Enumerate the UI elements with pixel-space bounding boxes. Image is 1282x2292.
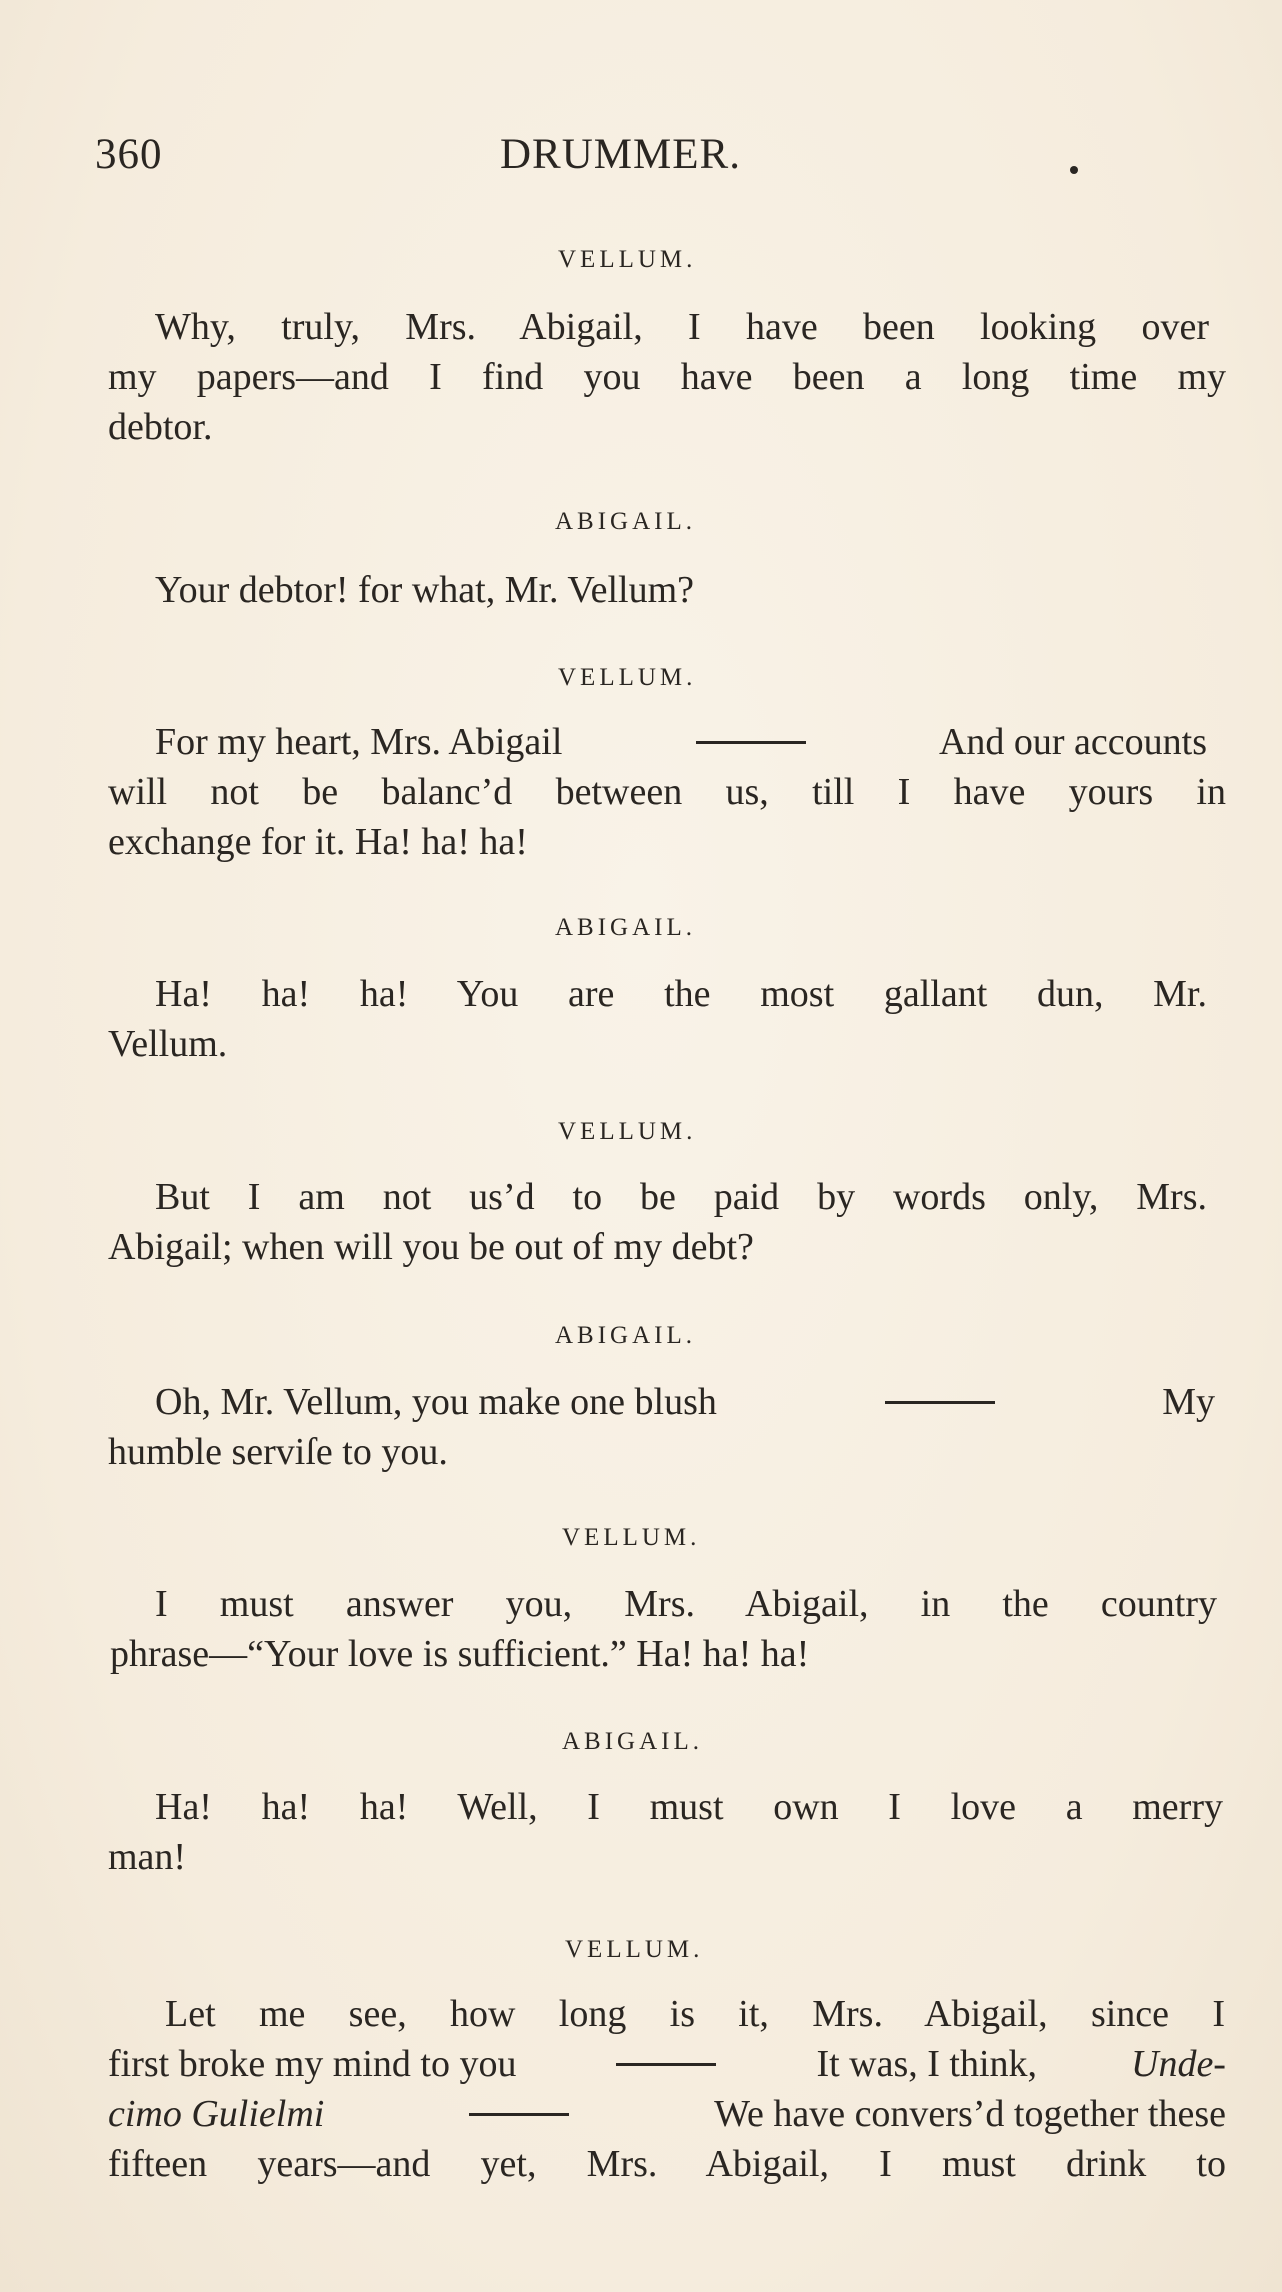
dialogue-line: exchange for it. Ha! ha! ha!: [108, 821, 528, 863]
dialogue-line: Your debtor! for what, Mr. Vellum?: [155, 569, 694, 611]
speaker-name: ABIGAIL.: [562, 1728, 704, 1755]
dialogue-fragment: My: [1162, 1381, 1215, 1423]
dialogue-line: [108, 2040, 1226, 2088]
latin-fragment: cimo Gulielmi: [108, 2093, 325, 2135]
dialogue-fragment: And our accounts: [938, 721, 1207, 763]
em-dash-rule: [469, 2113, 569, 2116]
dialogue-line: debtor.: [108, 406, 213, 448]
dialogue-fragment: For my heart, Mrs. Abigail: [155, 721, 563, 763]
dialogue-line: my papers—and I find you have been a long time my: [108, 356, 1226, 398]
dialogue-line: Abigail; when will you be out of my debt?: [108, 1226, 754, 1268]
dialogue-line: Ha! ha! ha! Well, I must own I love a merry: [155, 1786, 1223, 1828]
latin-fragment: Unde-: [1131, 2043, 1226, 2085]
running-head: DRUMMER.: [500, 131, 741, 178]
page-header: [95, 130, 1195, 190]
dialogue-line: Let me see, how long is it, Mrs. Abigail, since I: [165, 1993, 1225, 2035]
dialogue-fragment: We have convers’d together these: [714, 2093, 1226, 2135]
page-number: 360: [95, 131, 163, 178]
dialogue-line: [108, 2090, 1226, 2138]
ornament-dot: [1070, 166, 1078, 174]
dialogue-line: [155, 718, 1207, 766]
dialogue-line: But I am not us’d to be paid by words only, Mrs.: [155, 1176, 1207, 1218]
speaker-name: VELLUM.: [558, 664, 697, 691]
speaker-name: ABIGAIL.: [555, 508, 697, 535]
dialogue-line: I must answer you, Mrs. Abigail, in the country: [155, 1583, 1217, 1625]
dialogue-line: phrase—“Your love is sufficient.” Ha! ha! ha!: [110, 1633, 810, 1675]
speaker-name: VELLUM.: [558, 246, 697, 273]
dialogue-fragment: Oh, Mr. Vellum, you make one blush: [155, 1381, 717, 1423]
speaker-name: VELLUM.: [565, 1936, 704, 1963]
dialogue-line: humble serviſe to you.: [108, 1431, 448, 1473]
dialogue-line: man!: [108, 1836, 187, 1878]
em-dash-rule: [616, 2063, 716, 2066]
dialogue-line: Ha! ha! ha! You are the most gallant dun, Mr.: [155, 973, 1207, 1015]
em-dash-rule: [885, 1401, 995, 1404]
speaker-name: VELLUM.: [562, 1524, 701, 1551]
dialogue-line: Why, truly, Mrs. Abigail, I have been looking over: [155, 306, 1209, 348]
dialogue-line: Vellum.: [108, 1023, 228, 1065]
em-dash-rule: [696, 741, 806, 744]
dialogue-fragment: first broke my mind to you: [108, 2043, 517, 2085]
dialogue-line: fifteen years—and yet, Mrs. Abigail, I must drink to: [108, 2143, 1226, 2185]
dialogue-fragment: It was, I think,: [816, 2043, 1038, 2085]
speaker-name: ABIGAIL.: [555, 1322, 697, 1349]
speaker-name: ABIGAIL.: [555, 914, 697, 941]
dialogue-line: [155, 1378, 1215, 1426]
speaker-name: VELLUM.: [558, 1118, 697, 1145]
dialogue-line: will not be balanc’d between us, till I have yours in: [108, 771, 1226, 813]
